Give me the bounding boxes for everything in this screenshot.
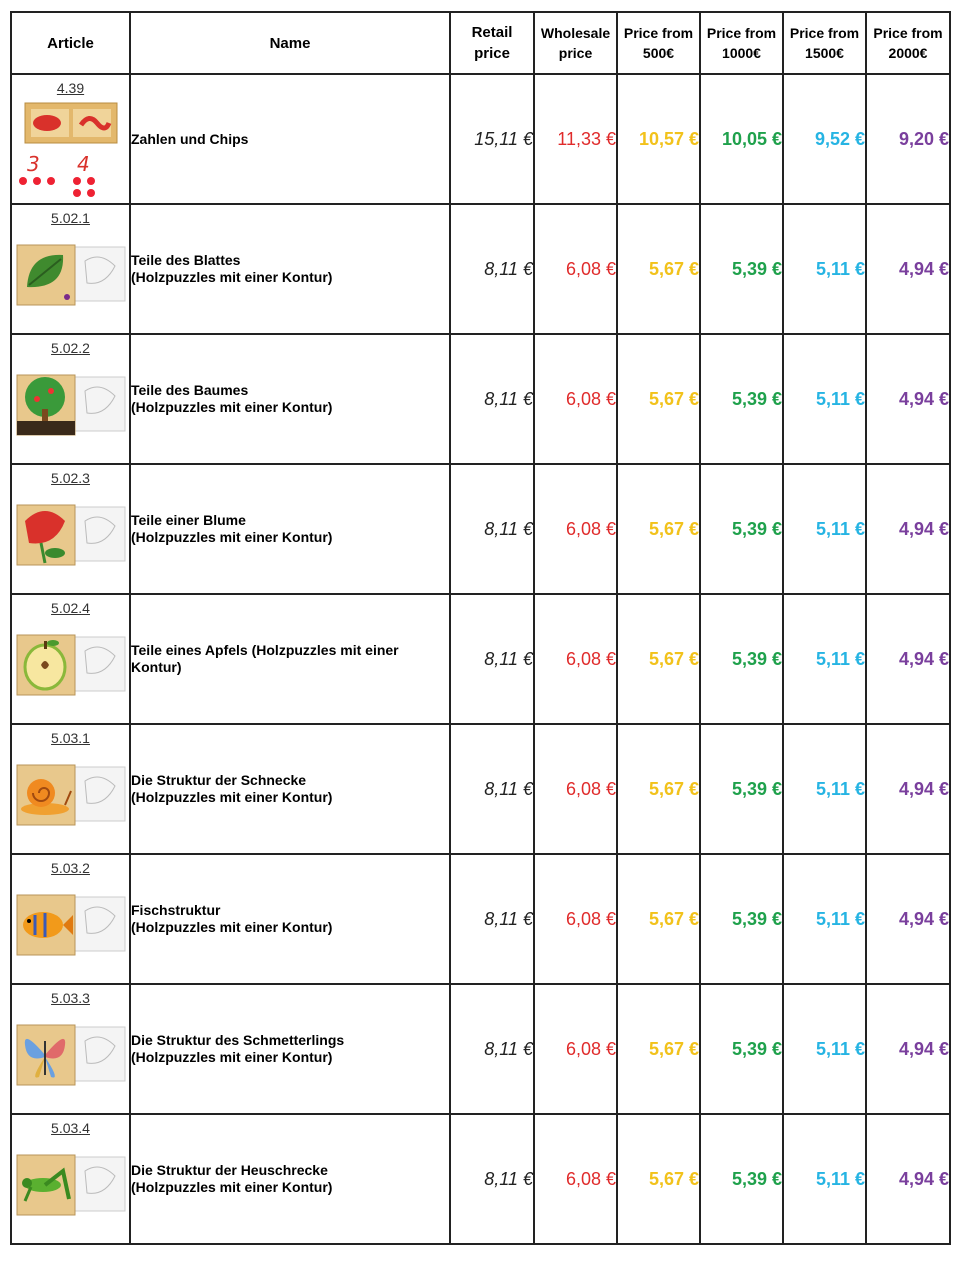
price-from-500: 5,67 €: [617, 334, 700, 464]
table-row: [11, 594, 950, 724]
article-number[interactable]: 4.39: [56, 80, 85, 96]
table-row: [11, 1114, 950, 1244]
price-from-2000: 4,94 €: [866, 984, 950, 1114]
header-retail: Retail price: [450, 12, 534, 74]
retail-price: 15,11 €: [450, 74, 534, 204]
price-from-1500: 5,11 €: [783, 1114, 866, 1244]
price-from-1500: 5,11 €: [783, 464, 866, 594]
product-name: Zahlen und Chips: [130, 74, 450, 204]
retail-price: 8,11 €: [450, 724, 534, 854]
price-from-2000: 4,94 €: [866, 854, 950, 984]
retail-price: 8,11 €: [450, 854, 534, 984]
product-name: Die Struktur der Schnecke (Holzpuzzles mit einer Kontur): [130, 724, 450, 854]
table-row: [11, 74, 950, 204]
price-from-500: 5,67 €: [617, 854, 700, 984]
product-name: Teile des Blattes (Holzpuzzles mit einer Kontur): [130, 204, 450, 334]
article-number[interactable]: 5.02.4: [51, 600, 90, 616]
price-from-1500: 5,11 €: [783, 984, 866, 1114]
article-cell: [11, 74, 130, 204]
article-cell: [11, 464, 130, 594]
wholesale-price: 11,33 €: [534, 74, 617, 204]
price-from-2000: 4,94 €: [866, 594, 950, 724]
wholesale-price: 6,08 €: [534, 594, 617, 724]
price-from-500: 5,67 €: [617, 594, 700, 724]
article-cell: [11, 724, 130, 854]
price-from-500: 5,67 €: [617, 984, 700, 1114]
article-cell: [11, 594, 130, 724]
table-row: [11, 724, 950, 854]
article-number[interactable]: 5.02.3: [51, 470, 90, 486]
price-from-2000: 9,20 €: [866, 74, 950, 204]
price-from-1500: 5,11 €: [783, 724, 866, 854]
price-from-1000: 5,39 €: [700, 984, 783, 1114]
wholesale-price: 6,08 €: [534, 984, 617, 1114]
product-name: Fischstruktur (Holzpuzzles mit einer Kontur): [130, 854, 450, 984]
article-number[interactable]: 5.03.4: [51, 1120, 90, 1136]
article-cell: [11, 984, 130, 1114]
article-number[interactable]: 5.02.2: [51, 340, 90, 356]
flower-puzzle-icon: [12, 491, 129, 591]
article-number[interactable]: 5.03.1: [51, 730, 90, 746]
retail-price: 8,11 €: [450, 594, 534, 724]
retail-price: 8,11 €: [450, 464, 534, 594]
price-from-1000: 5,39 €: [700, 724, 783, 854]
price-from-1000: 5,39 €: [700, 464, 783, 594]
wholesale-price: 6,08 €: [534, 464, 617, 594]
price-from-2000: 4,94 €: [866, 334, 950, 464]
table-row: [11, 204, 950, 334]
wholesale-price: 6,08 €: [534, 1114, 617, 1244]
price-from-1500: 5,11 €: [783, 334, 866, 464]
header-price-1500: Price from 1500€: [783, 12, 866, 74]
article-cell: [11, 334, 130, 464]
header-price-1000: Price from 1000€: [700, 12, 783, 74]
product-name: Die Struktur des Schmetterlings (Holzpuzzles mit einer Kontur): [130, 984, 450, 1114]
apple-puzzle-icon: [12, 621, 129, 721]
article-number[interactable]: 5.03.3: [51, 990, 90, 1006]
header-price-500: Price from 500€: [617, 12, 700, 74]
table-row: [11, 854, 950, 984]
article-cell: [11, 204, 130, 334]
product-name: Teile des Baumes (Holzpuzzles mit einer Kontur): [130, 334, 450, 464]
header-wholesale: Wholesale price: [534, 12, 617, 74]
leaf-puzzle-icon: [12, 231, 129, 331]
product-name: Die Struktur der Heuschrecke (Holzpuzzles mit einer Kontur): [130, 1114, 450, 1244]
article-cell: [11, 1114, 130, 1244]
retail-price: 8,11 €: [450, 984, 534, 1114]
price-from-1000: 5,39 €: [700, 204, 783, 334]
wholesale-price: 6,08 €: [534, 854, 617, 984]
price-from-1000: 5,39 €: [700, 594, 783, 724]
fish-puzzle-icon: [12, 881, 129, 981]
article-number[interactable]: 5.02.1: [51, 210, 90, 226]
price-from-500: 5,67 €: [617, 724, 700, 854]
table-row: [11, 334, 950, 464]
butterfly-puzzle-icon: [12, 1011, 129, 1111]
price-from-500: 10,57 €: [617, 74, 700, 204]
price-from-500: 5,67 €: [617, 1114, 700, 1244]
price-table: [10, 11, 951, 1245]
price-from-1500: 5,11 €: [783, 204, 866, 334]
header-article: Article: [11, 12, 130, 74]
tree-puzzle-icon: [12, 361, 129, 461]
price-from-1000: 5,39 €: [700, 334, 783, 464]
product-name: Teile eines Apfels (Holzpuzzles mit einer Kontur): [130, 594, 450, 724]
price-from-2000: 4,94 €: [866, 464, 950, 594]
svg-text:3: 3: [26, 152, 40, 176]
article-number[interactable]: 5.03.2: [51, 860, 90, 876]
header-price-2000: Price from 2000€: [866, 12, 950, 74]
wholesale-price: 6,08 €: [534, 724, 617, 854]
price-from-1000: 5,39 €: [700, 854, 783, 984]
wholesale-price: 6,08 €: [534, 204, 617, 334]
price-from-1000: 10,05 €: [700, 74, 783, 204]
grasshopper-puzzle-icon: [12, 1141, 129, 1241]
retail-price: 8,11 €: [450, 204, 534, 334]
header-name: Name: [130, 12, 450, 74]
price-from-2000: 4,94 €: [866, 724, 950, 854]
numbers-chips-icon: [12, 101, 129, 201]
retail-price: 8,11 €: [450, 334, 534, 464]
retail-price: 8,11 €: [450, 1114, 534, 1244]
price-from-1500: 5,11 €: [783, 594, 866, 724]
price-from-500: 5,67 €: [617, 204, 700, 334]
table-row: [11, 464, 950, 594]
wholesale-price: 6,08 €: [534, 334, 617, 464]
svg-text:4: 4: [76, 152, 90, 176]
price-from-2000: 4,94 €: [866, 204, 950, 334]
price-from-1000: 5,39 €: [700, 1114, 783, 1244]
price-from-1500: 9,52 €: [783, 74, 866, 204]
price-from-1500: 5,11 €: [783, 854, 866, 984]
header-row: [11, 12, 950, 74]
product-name: Teile einer Blume (Holzpuzzles mit einer Kontur): [130, 464, 450, 594]
table-row: [11, 984, 950, 1114]
snail-puzzle-icon: [12, 751, 129, 851]
price-from-2000: 4,94 €: [866, 1114, 950, 1244]
article-cell: [11, 854, 130, 984]
price-from-500: 5,67 €: [617, 464, 700, 594]
